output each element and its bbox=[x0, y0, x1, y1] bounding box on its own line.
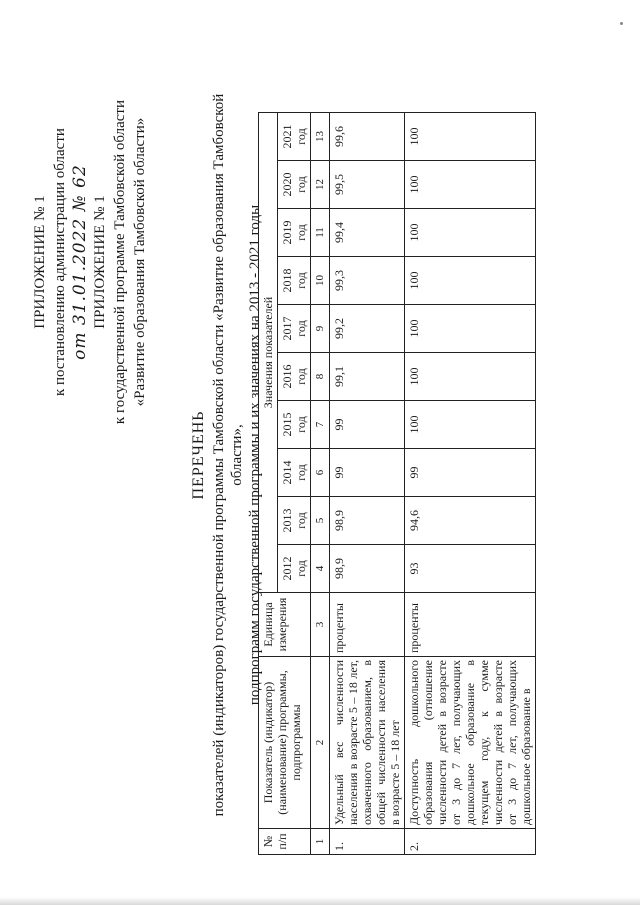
row-value: 99,5 bbox=[330, 161, 405, 209]
col-number: 6 bbox=[311, 449, 330, 497]
year-cell: 2017 год bbox=[278, 305, 311, 353]
indicators-table bbox=[258, 112, 536, 855]
col-number: 9 bbox=[311, 305, 330, 353]
scan-binding-shadow bbox=[0, 897, 640, 905]
year-cell: 2012 год bbox=[278, 545, 311, 593]
year-cell: 2015 год bbox=[278, 401, 311, 449]
appendix-header bbox=[30, 100, 150, 424]
col-number: 2 bbox=[311, 657, 330, 829]
col-number: 11 bbox=[311, 209, 330, 257]
row-value: 98,9 bbox=[330, 497, 405, 545]
row-value: 100 bbox=[405, 257, 536, 305]
appendix-label-2: ПРИЛОЖЕНИЕ № 1 bbox=[92, 195, 108, 329]
row-value: 99 bbox=[330, 401, 405, 449]
row-value: 100 bbox=[405, 209, 536, 257]
row-num: 1. bbox=[330, 829, 405, 855]
row-indicator: Доступность дошкольного образования (отношение численности детей в возрасте от 3 до 7 лет, получающих дошкольное образование в текущем году, к сумме численности детей в возрасте от 3 до 7 лет, получающих дошкольное образование в bbox=[405, 657, 536, 829]
header-unit: Единица измерения bbox=[259, 593, 311, 657]
row-value: 100 bbox=[405, 401, 536, 449]
row-value: 99,4 bbox=[330, 209, 405, 257]
year-cell: 2018 год bbox=[278, 257, 311, 305]
col-number: 13 bbox=[311, 113, 330, 161]
row-value: 99,6 bbox=[330, 113, 405, 161]
scan-speck bbox=[620, 22, 623, 25]
table-row bbox=[330, 113, 405, 855]
column-number-row bbox=[311, 113, 330, 855]
year-cell: 2014 год bbox=[278, 449, 311, 497]
header-row bbox=[259, 113, 278, 855]
year-cell: 2016 год bbox=[278, 353, 311, 401]
col-number: 3 bbox=[311, 593, 330, 657]
row-value: 99 bbox=[405, 449, 536, 497]
row-value: 98,9 bbox=[330, 545, 405, 593]
row-value: 99,1 bbox=[330, 353, 405, 401]
resolution-ref: к постановлению администрации области bbox=[52, 128, 68, 397]
year-cell: 2021 год bbox=[278, 113, 311, 161]
row-indicator: Удельный вес численности населения в возрасте 5 – 18 лет, охваченного образованием, в общей численности населения в возрасте 5 – 18 лет bbox=[330, 657, 405, 829]
document-title bbox=[190, 65, 264, 845]
row-value: 100 bbox=[405, 113, 536, 161]
col-number: 7 bbox=[311, 401, 330, 449]
header-indicator: Показатель (индикатор) (наименование) программы, подпрограммы bbox=[259, 657, 311, 829]
row-value: 99 bbox=[330, 449, 405, 497]
col-number: 8 bbox=[311, 353, 330, 401]
row-value: 93 bbox=[405, 545, 536, 593]
title-line-2: подпрограмм государственной программы и их значениях на 2013 - 2021 годы bbox=[247, 204, 263, 706]
title-line-1: показателей (индикаторов) государственной программы Тамбовской области «Развитие образования Тамбовской области», bbox=[211, 93, 245, 817]
row-value: 100 bbox=[405, 161, 536, 209]
header-values: Значения показателей bbox=[259, 113, 278, 593]
resolution-date-number: от 31.01.2022 № 62 bbox=[70, 164, 90, 360]
col-number: 4 bbox=[311, 545, 330, 593]
header-num: № п/п bbox=[259, 829, 311, 855]
col-number: 1 bbox=[311, 829, 330, 855]
col-number: 10 bbox=[311, 257, 330, 305]
row-value: 100 bbox=[405, 353, 536, 401]
table-row bbox=[405, 113, 536, 855]
row-value: 99,2 bbox=[330, 305, 405, 353]
row-value: 100 bbox=[405, 305, 536, 353]
year-cell: 2019 год bbox=[278, 209, 311, 257]
program-ref: к государственной программе Тамбовской области bbox=[112, 100, 128, 425]
row-unit: проценты bbox=[330, 593, 405, 657]
year-cell: 2013 год bbox=[278, 497, 311, 545]
row-unit: проценты bbox=[405, 593, 536, 657]
year-cell: 2020 год bbox=[278, 161, 311, 209]
col-number: 12 bbox=[311, 161, 330, 209]
program-name: «Развитие образования Тамбовской области» bbox=[132, 117, 148, 407]
row-num: 2. bbox=[405, 829, 536, 855]
title-heading: ПЕРЕЧЕНЬ bbox=[190, 410, 207, 500]
col-number: 5 bbox=[311, 497, 330, 545]
row-value: 94,6 bbox=[405, 497, 536, 545]
row-value: 99,3 bbox=[330, 257, 405, 305]
appendix-label: ПРИЛОЖЕНИЕ № 1 bbox=[32, 195, 48, 329]
